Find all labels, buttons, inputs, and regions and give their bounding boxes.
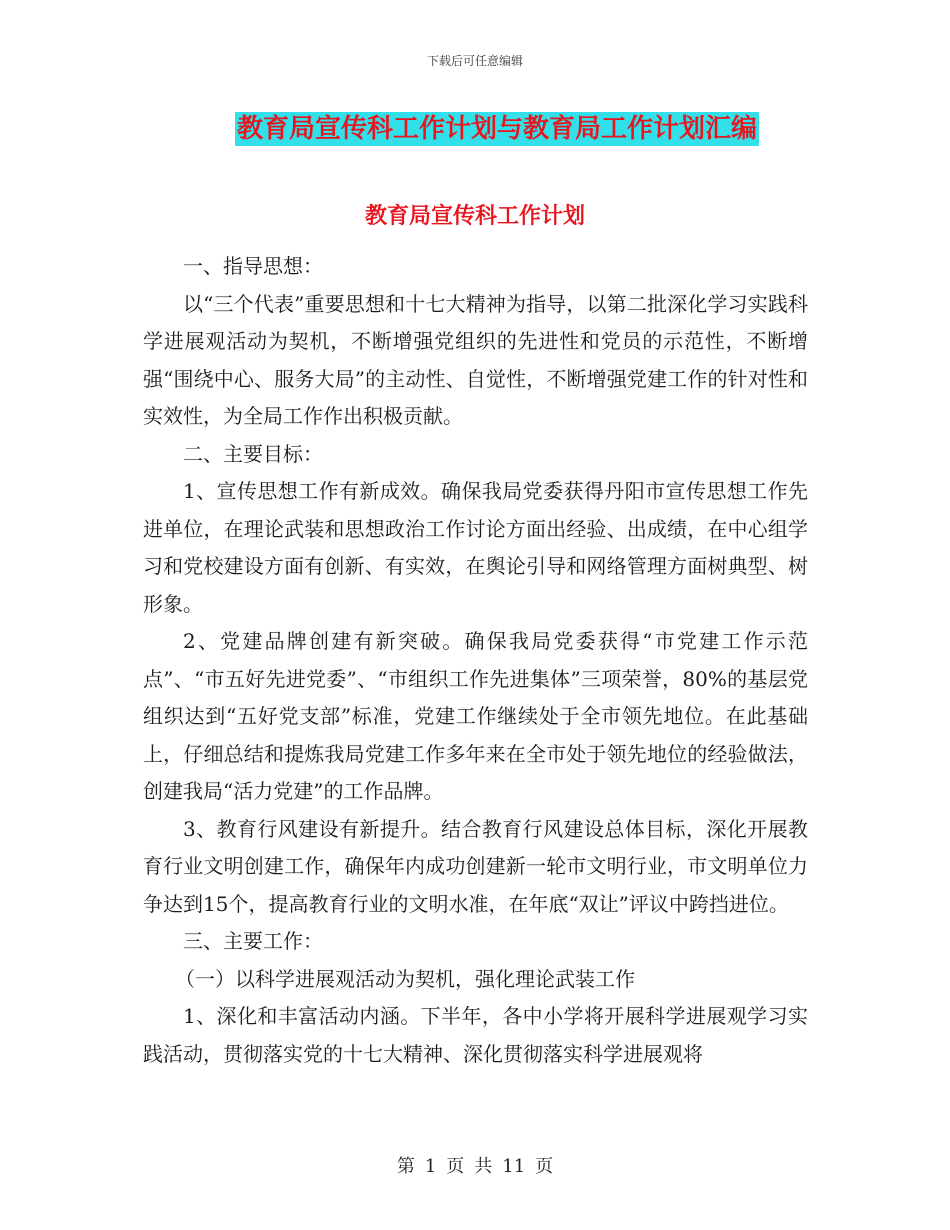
heading-main-work: 三、主要工作： bbox=[183, 929, 323, 953]
footer-di: 第 bbox=[396, 1156, 415, 1177]
footer-gong: 共 bbox=[474, 1156, 493, 1177]
heading-guiding-ideology: 一、指导思想： bbox=[183, 254, 323, 278]
document-title: 教育局宣传科工作计划与教育局工作计划汇编 bbox=[236, 114, 757, 144]
page-footer bbox=[0, 1152, 950, 1178]
paragraph-goal-3: 3、教育行风建设有新提升。结合教育行风建设总体目标，深化开展教育行业文明创建工作，确保年内成功创建新一轮市文明行业，市文明单位力争达到15个，提高教育行业的文明水准，在年底“双让”评议中跨挡进位。 bbox=[143, 816, 808, 916]
paragraph-guiding-ideology: 以“三个代表”重要思想和十七大精神为指导，以第二批深化学习实践科学进展观活动为契机，不断增强党组织的先进性和党员的示范性，不断增强“围绕中心、服务大局”的主动性、自觉性，不断增强党建工作的针对性和实效性，为全局工作作出积极贡献。 bbox=[143, 291, 808, 428]
paragraph-work-1-1: 1、深化和丰富活动内涵。下半年，各中小学将开展科学进展观学习实践活动，贯彻落实党的十七大精神、深化贯彻落实科学进展观将 bbox=[143, 1004, 808, 1066]
footer-ye2: 页 bbox=[535, 1156, 554, 1177]
footer-page-number: 1 bbox=[424, 1156, 437, 1177]
paragraph-goal-1: 1、宣传思想工作有新成效。确保我局党委获得丹阳市宣传思想工作先进单位，在理论武装和思想政治工作讨论方面出经验、出成绩，在中心组学习和党校建设方面有创新、有实效，在舆论引导和网络管理方面树典型、树形象。 bbox=[143, 479, 808, 616]
footer-total-pages: 11 bbox=[502, 1156, 526, 1177]
heading-main-goals: 二、主要目标： bbox=[183, 441, 323, 466]
subheading-work-1: （一）以科学进展观活动为契机，强化理论武装工作 bbox=[175, 966, 635, 991]
document-body bbox=[143, 248, 808, 1073]
main-title-wrap bbox=[0, 112, 950, 146]
section-title: 教育局宣传科工作计划 bbox=[364, 204, 585, 229]
header-note: 下载后可任意编辑 bbox=[426, 54, 523, 68]
footer-ye: 页 bbox=[446, 1156, 465, 1177]
paragraph-goal-2: 2、党建品牌创建有新突破。确保我局党委获得“市党建工作示范点”、“市五好先进党委”、“市组织工作先进集体”三项荣誉，80%的基层党组织达到“五好党支部”标准，党建工作继续处于全市领先地位。在此基础上，仔细总结和提炼我局党建工作多年来在全市处于领先地位的经验做法，创建我局“活力党建”的工作品牌。 bbox=[143, 629, 808, 803]
